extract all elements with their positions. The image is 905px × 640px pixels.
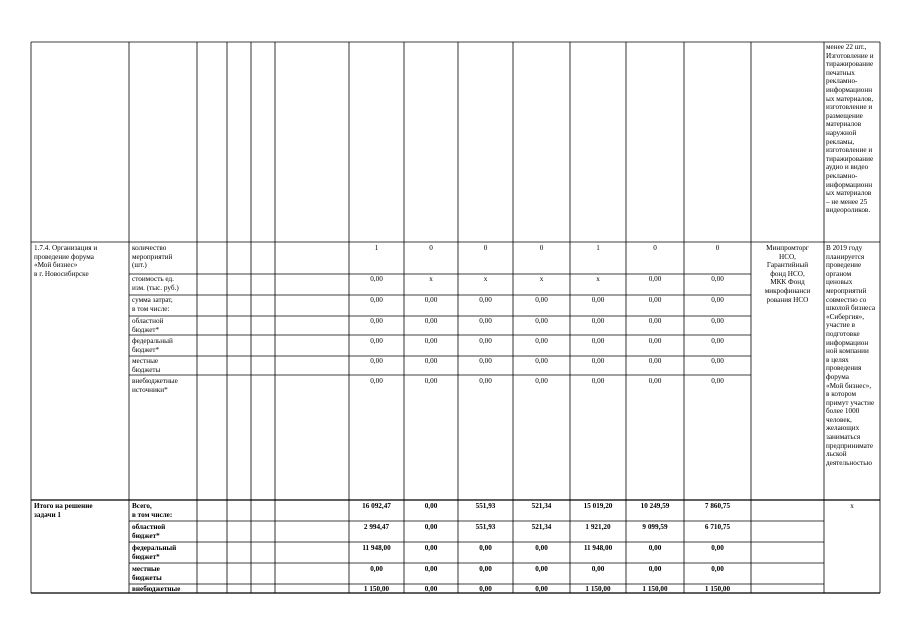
text-line: 0,00 [424, 565, 438, 573]
text-line: 521,34 [531, 523, 552, 531]
text-line: 0,00 [370, 565, 383, 573]
text-line: бюджет* [132, 345, 160, 354]
text-line: наружной [826, 128, 857, 137]
text-line: 15 019,20 [583, 502, 613, 510]
text-line: 1 150,00 [642, 585, 668, 593]
text-line: 0,00 [711, 544, 724, 552]
text-line: 0,00 [648, 377, 662, 385]
text-line: школой бизнеса [826, 304, 876, 313]
event-value [684, 296, 751, 305]
total-row-label [132, 585, 180, 594]
total-value [349, 523, 404, 532]
text-line: изготовление и [826, 103, 873, 112]
text-line: примут участие [826, 398, 875, 407]
text-line: (шт.) [132, 261, 147, 270]
text-line: 11 948,00 [362, 544, 391, 552]
text-line: Минпромторг [766, 244, 809, 252]
text-line: 0,00 [648, 565, 662, 573]
text-line: НСО, [779, 252, 796, 261]
event-value [404, 337, 458, 346]
event-value [404, 244, 458, 253]
text-line: 0,00 [424, 337, 438, 345]
text-line: 0,00 [370, 275, 383, 283]
text-line: проведение форума [34, 252, 94, 261]
text-line: информационн [826, 180, 873, 189]
total-value [684, 565, 751, 574]
text-line: 0,00 [535, 296, 548, 304]
text-line: внебюджетные [132, 377, 178, 385]
text-line: 6 710,75 [704, 523, 731, 531]
total-value [570, 585, 626, 594]
total-value [458, 544, 513, 553]
total-value [570, 565, 626, 574]
event-value [684, 337, 751, 346]
total-value [349, 502, 404, 511]
text-line: бюджеты [132, 365, 161, 374]
text-line: 0,00 [591, 337, 605, 345]
total-value [404, 523, 458, 532]
text-line: x [850, 502, 854, 510]
total-value [684, 585, 751, 594]
text-line: 0,00 [711, 317, 724, 325]
total-value [349, 565, 404, 574]
text-line: фонд НСО, [770, 269, 805, 278]
text-line: 0,00 [711, 565, 724, 573]
event-value [684, 377, 751, 386]
text-line: 0,00 [535, 337, 548, 345]
text-line: 0,00 [424, 296, 438, 304]
event-value [570, 377, 626, 386]
event-value [570, 357, 626, 366]
total-value [626, 523, 684, 532]
total-value [349, 544, 404, 553]
text-line: x [429, 275, 433, 283]
total-name [34, 502, 93, 519]
total-row-label [132, 565, 162, 582]
text-line: 0,00 [479, 317, 492, 325]
text-line: 0,00 [648, 337, 662, 345]
text-line: 0 [653, 244, 657, 252]
text-line: 0,00 [424, 357, 438, 365]
total-value [626, 565, 684, 574]
text-line: задачи 1 [34, 510, 62, 519]
text-line: форума [826, 372, 849, 381]
text-line: областной [132, 317, 164, 325]
text-line: 1.7.4. Организация и [34, 244, 98, 252]
text-line: информацион [826, 338, 869, 347]
text-line: 0,00 [424, 523, 438, 531]
event-value [458, 275, 513, 284]
text-line: 0,00 [711, 275, 724, 283]
text-line: 0,00 [648, 544, 662, 552]
text-line: бюджеты [132, 573, 162, 582]
event-value [626, 275, 684, 284]
text-line: 0,00 [711, 296, 724, 304]
text-line: федеральный [132, 337, 173, 345]
text-line: 0,00 [591, 357, 605, 365]
event-row-label [132, 244, 172, 270]
total-row-label [132, 544, 176, 561]
total-value [513, 585, 570, 594]
event-value [626, 357, 684, 366]
total-value [570, 523, 626, 532]
event-row-label [132, 357, 160, 374]
total-value [513, 502, 570, 511]
text-line: федеральный [132, 544, 177, 552]
event-value [626, 317, 684, 326]
text-line: 0,00 [711, 357, 724, 365]
text-line: рекламно- [826, 77, 858, 86]
total-value [513, 565, 570, 574]
text-line: «Мой бизнес» [34, 261, 78, 270]
event-value [458, 357, 513, 366]
text-line: 0,00 [648, 275, 662, 283]
event-value [349, 296, 404, 305]
event-row-label [132, 337, 173, 354]
text-line: 0,00 [479, 585, 492, 593]
text-line: 0 [715, 244, 720, 252]
text-line: 0,00 [424, 502, 438, 510]
text-line: менее 22 шт., [826, 43, 867, 51]
event-value [513, 357, 570, 366]
text-line: 0,00 [535, 585, 548, 593]
text-line: x [483, 275, 488, 283]
event-value [570, 337, 626, 346]
total-value [626, 502, 684, 511]
text-line: внебюджетные [132, 585, 181, 593]
text-line: тиражирование [826, 154, 874, 163]
text-line: микрофинанси [764, 286, 811, 295]
text-line: более 1000 [826, 407, 860, 416]
text-line: Изготовление и [826, 51, 874, 60]
total-value [684, 523, 751, 532]
text-line: 1 [374, 244, 379, 252]
event-value [626, 377, 684, 386]
event-value [349, 337, 404, 346]
text-line: 0,00 [424, 377, 438, 385]
text-line: В 2019 году [826, 244, 863, 252]
text-line: человек, [826, 415, 852, 424]
text-line: «Сибергия», [826, 312, 865, 321]
text-line: 0,00 [535, 357, 548, 365]
text-line: органом [826, 269, 852, 278]
text-line: 1 921,20 [585, 523, 611, 531]
top-note [826, 43, 874, 215]
text-line: 0 [429, 244, 433, 252]
text-line: 1 [596, 244, 600, 252]
text-line: 0,00 [479, 565, 492, 573]
text-line: 0,00 [424, 544, 438, 552]
event-value [458, 296, 513, 305]
event-name [34, 244, 97, 278]
text-line: 0,00 [711, 337, 724, 345]
event-value [570, 296, 626, 305]
total-value [404, 585, 458, 594]
text-line: 0,00 [591, 377, 605, 385]
text-line: местные [132, 565, 160, 573]
event-value [349, 357, 404, 366]
text-line: 0,00 [479, 544, 492, 552]
text-line: 0,00 [535, 544, 548, 552]
event-value [570, 275, 626, 284]
text-line: 0,00 [370, 357, 383, 365]
text-line: x [596, 275, 600, 283]
text-line: – не менее 25 [826, 197, 868, 206]
text-line: бюджет* [132, 552, 160, 561]
total-value [684, 502, 751, 511]
text-line: 0,00 [648, 317, 662, 325]
total-value [458, 565, 513, 574]
total-row-label [132, 502, 172, 519]
event-value [626, 337, 684, 346]
text-line: ценовых [826, 278, 853, 287]
text-line: 1 150,00 [363, 585, 390, 593]
text-line: сумма затрат, [132, 296, 173, 304]
text-line: 0,00 [424, 585, 438, 593]
text-line: Всего, [132, 502, 152, 510]
text-line: бюджет* [132, 531, 160, 540]
text-line: 0,00 [424, 317, 438, 325]
text-line: 11 948,00 [583, 544, 613, 552]
total-value [570, 544, 626, 553]
event-value [458, 377, 513, 386]
text-line: x [539, 275, 544, 283]
event-value [349, 244, 404, 253]
text-line: 1 150,00 [704, 585, 731, 593]
total-row-label [132, 523, 165, 540]
text-line: проведения [826, 364, 862, 373]
event-value [458, 337, 513, 346]
text-line: льской [826, 450, 847, 459]
total-value [684, 544, 751, 553]
text-line: печатных [826, 68, 855, 77]
text-line: 0,00 [479, 357, 492, 365]
event-value [513, 244, 570, 253]
event-value [404, 377, 458, 386]
text-line: рекламы, [826, 137, 855, 146]
event-value [570, 317, 626, 326]
text-line: ых материалов, [826, 94, 874, 103]
text-line: 0,00 [591, 296, 605, 304]
total-value [513, 523, 570, 532]
text-line: «Мой бизнес», [826, 381, 872, 390]
event-value [684, 275, 751, 284]
event-value [458, 244, 513, 253]
text-line: тиражирование [826, 60, 874, 69]
text-line: мероприятий [826, 286, 867, 295]
total-value [349, 585, 404, 594]
total-value [404, 565, 458, 574]
event-value [404, 357, 458, 366]
total-value [404, 502, 458, 511]
text-line: 0,00 [370, 337, 383, 345]
total-value [458, 585, 513, 594]
text-line: заниматься [826, 433, 861, 442]
text-line: желающих [826, 424, 860, 433]
text-line: 0,00 [648, 296, 662, 304]
event-value [684, 357, 751, 366]
text-line: 0,00 [370, 317, 383, 325]
text-line: 0,00 [535, 317, 548, 325]
text-line: 0 [539, 244, 544, 252]
text-line: 0,00 [591, 565, 605, 573]
event-value [513, 317, 570, 326]
event-row-label [132, 317, 163, 334]
event-value [458, 317, 513, 326]
total-value [458, 502, 513, 511]
text-line: источники* [132, 385, 168, 394]
event-value [404, 275, 458, 284]
event-row-label [132, 377, 178, 394]
text-line: 2 994,47 [363, 523, 390, 531]
text-line: видеороликов. [826, 206, 871, 215]
event-value [626, 296, 684, 305]
total-value [570, 502, 626, 511]
event-value [570, 244, 626, 253]
text-line: 0,00 [479, 337, 492, 345]
text-line: предпринимате [826, 441, 874, 450]
text-line: 0,00 [535, 565, 548, 573]
text-line: материалов [826, 120, 862, 129]
event-row-label [132, 275, 179, 292]
text-line: 0,00 [479, 377, 492, 385]
text-line: количество [132, 244, 167, 252]
text-line: бюджет* [132, 325, 160, 334]
text-line: рования НСО [766, 295, 809, 304]
event-value [626, 244, 684, 253]
text-line: 0,00 [711, 377, 724, 385]
text-line: изготовление и [826, 146, 873, 155]
total-value [513, 544, 570, 553]
event-value [513, 296, 570, 305]
text-line: 521,34 [531, 502, 552, 510]
total-x-mark [824, 502, 880, 511]
text-line: аудио и видео [826, 163, 869, 172]
text-line: в том числе: [132, 304, 170, 313]
text-line: деятельностью [826, 458, 872, 467]
text-line: 0,00 [648, 357, 662, 365]
total-value [458, 523, 513, 532]
text-line: проведение [826, 261, 862, 270]
text-line: 0,00 [370, 296, 383, 304]
event-value [684, 317, 751, 326]
text-line: 0,00 [591, 317, 605, 325]
text-line: размещение [826, 111, 863, 120]
text-line: 0,00 [535, 377, 548, 385]
event-executor [751, 244, 824, 304]
event-value [513, 377, 570, 386]
text-line: Итого на решение [34, 502, 93, 510]
text-line: МКК Фонд [770, 278, 805, 287]
event-result [826, 244, 875, 467]
event-value [349, 317, 404, 326]
text-line: ной компании [826, 347, 869, 356]
text-line: 1 150,00 [585, 585, 611, 593]
event-value [513, 275, 570, 284]
text-line: рекламно- [826, 171, 858, 180]
event-value [513, 337, 570, 346]
text-line: информационн [826, 85, 873, 94]
text-line: 0 [483, 244, 488, 252]
text-line: мероприятий [132, 252, 173, 261]
event-value [404, 317, 458, 326]
text-line: в том числе: [132, 510, 173, 519]
event-row-label [132, 296, 173, 313]
text-line: 551,93 [475, 502, 496, 510]
text-line: в г. Новосибирске [34, 269, 89, 278]
text-line: ых материалов [826, 189, 872, 198]
text-line: совместно со [826, 295, 867, 304]
text-line: планируется [826, 252, 865, 261]
event-value [404, 296, 458, 305]
total-value [626, 585, 684, 594]
text-line: 10 249,59 [640, 502, 670, 510]
text-line: изм. (тыс. руб.) [132, 283, 179, 292]
text-line: стоимость ед. [132, 275, 174, 283]
total-value [626, 544, 684, 553]
text-line: подготовке [826, 329, 860, 338]
text-line: в котором [826, 390, 857, 399]
text-line: 551,93 [475, 523, 496, 531]
text-line: 0,00 [370, 377, 383, 385]
text-line: 0,00 [479, 296, 492, 304]
text-line: участие в [826, 321, 855, 330]
text-line: местные [132, 357, 159, 365]
total-value [404, 544, 458, 553]
text-line: областной [132, 523, 166, 531]
text-line: Гарантийный [766, 261, 809, 270]
text-line: в целях [826, 355, 849, 364]
text-line: 7 860,75 [704, 502, 731, 510]
event-value [349, 377, 404, 386]
event-value [684, 244, 751, 253]
text-line: 9 099,59 [642, 523, 668, 531]
event-value [349, 275, 404, 284]
text-line: 16 092,47 [362, 502, 391, 510]
